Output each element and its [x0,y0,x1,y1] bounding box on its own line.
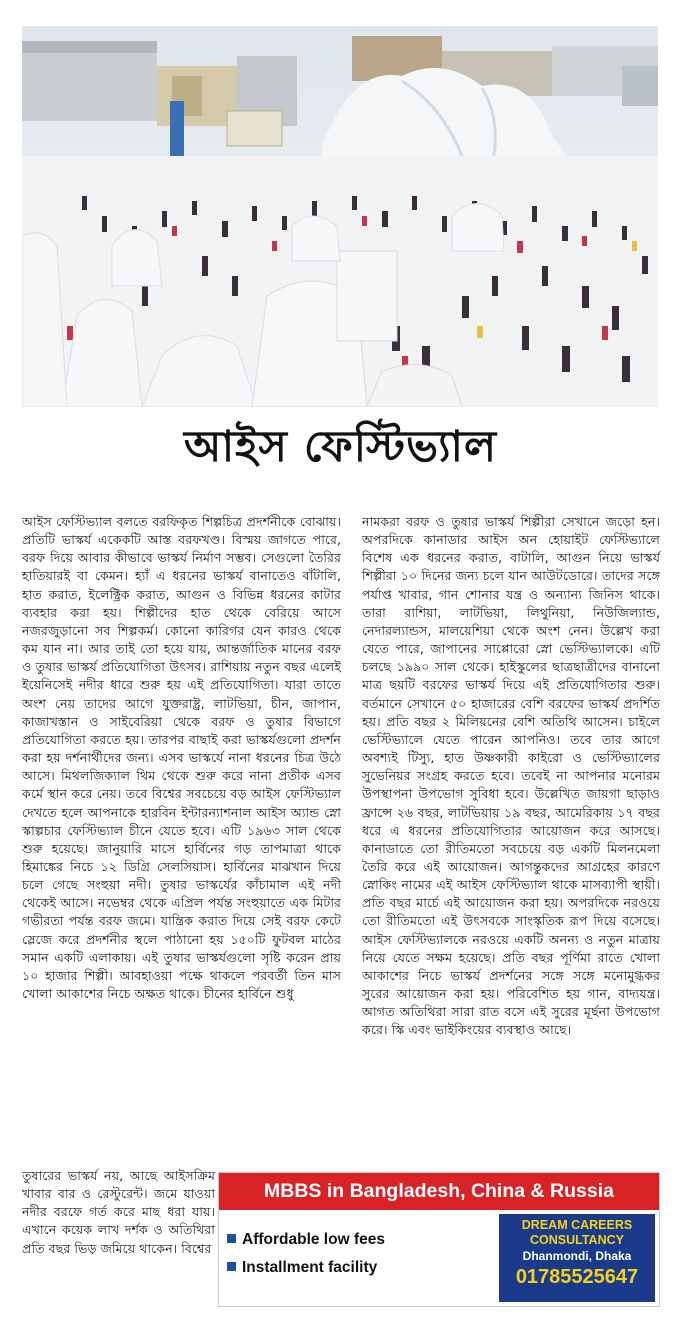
festival-photo [22,26,658,407]
ad-phone-number[interactable]: 01785525647 [515,1266,639,1288]
article-right-column [362,513,660,1040]
article-paragraph: আইস ফেস্টিভ্যাল বলতে বরফিকৃত শিল্পচিত্র প্রদর্শনীকে বোঝায়। প্রতিটি ভাস্কর্য একেকটি আস্ত বরফখণ্ড। বিস্ময় জাগতে পারে, বরফ দিয়ে আবার কীভাবে ভাস্কর্য নির্মাণ সম্ভব। সেগুলো তৈরির হাতিয়ারই বা কেমন। হ্যাঁ এ ধরনের ভাস্কর্য বানাতেও বাঁটালি, হাত করাত, ইলেক্ট্রিক করাত, আগুন ও বিভিন্ন ধরনের কাটার ব্যবহার করা হয়। শিল্পীদের হাত থেকে বেরিয়ে আসে নজরজুড়ানো সব শিল্পকর্ম। কোনো কারিগর যেন কারও থেকে কম যান না। আর তাই তো হয়ে যায়, আন্তর্জাতিক মানের বরফ ও তুষার ভাস্কর্য প্রতিযোগিতা উৎসব। রাশিয়ায় নতুন বছর এলেই ইয়েনিসেই নদীর ধারে শুরু হয় এই প্রতিযোগিতা। যারা তাতে অংশ নেয় তাদের আগে যুক্তরাষ্ট্র, লাটভিয়া, চীন, জাপান, কাজাখস্তান ও সাইবেরিয়া থেকে বরফ ও তুষার বিভাগে প্রতিযোগিতা করতে হয়। তারপর বাছাই করা ভাস্কর্যগুলো প্রদর্শন করা হয় দর্শনার্থীদের জন্য। এসব ভাস্কর্যে নানা ধরনের চিত্র উঠে আসে। মিথলজিক্যাল থিম থেকে শুরু করে নানা প্রতীক এসব কর্মে স্থান করে নেয়। তবে বিশ্বের সবচেয়ে বড় আইস ফেস্টিভ্যাল দেখতে হলে আপনাকে হারবিন ইন্টারন্যাশনাল আইস অ্যান্ড স্নো স্কাল্পচার ফেস্টিভ্যাল চীনে যেতে হবে। এটি ১৯৬৩ সাল থেকে শুরু হয়েছে। জানুয়ারি মাসে হার্বিনের গড় তাপমাত্রা থাকে হিমাঙ্কের নিচে ১২ ডিগ্রি সেলসিয়াস। হার্বিনের মাঝখান দিয়ে চলে গেছে সংহুয়া নদী। তুষার ভাস্কর্যের কাঁচামাল এই নদী থেকেই আসে। নভেম্বর থেকে এপ্রিল পর্যন্ত সংহুয়াতে এক মিটার গভীরতা পর্যন্ত বরফ জমে। যান্ত্রিক করাত দিয়ে সেই বরফ কেটে স্লেজে করে প্রদর্শনীর স্থলে পাঠানো হয় ১৫০টি ফুটবল মাঠের সমান একটি এলাকায়। এই তুষার ভাস্কর্যগুলো সৃষ্টি করেন প্রায় ১০ হাজার শিল্পী। আবহাওয়া পক্ষে থাকলে পরবর্তী তিন মাস খোলা আকাশের নিচে অক্ষত থাকে। চীনের হার্বিনে শুধু [22,514,341,1002]
ad-contact-box [499,1214,655,1302]
article-paragraph: তুষারের ভাস্কর্য নয়, আছে আইসক্রিম খাবার বার ও রেস্টুরেন্ট। জমে যাওয়া নদীর বরফে গর্ত করে মাছ ধরা যায়। এখানে কয়েক লাখ দর্শক ও অতিথিরা প্রতি বছর ভিড় জমিয়ে থাকেন। বিশ্বের [22,1168,215,1256]
ad-title: MBBS in Bangladesh, China & Russia [219,1173,659,1210]
ad-location: Dhanmondi, Dhaka [522,1249,632,1263]
ad-feature-item [227,1259,377,1277]
ad-feature-text: Installment facility [242,1259,378,1276]
article-headline: আইস ফেস্টিভ্যাল [183,422,498,472]
mbbs-advertisement[interactable] [218,1172,660,1307]
square-bullet-icon [227,1234,236,1243]
article-paragraph: নামকরা বরফ ও তুষার ভাস্কর্য শিল্পীরা সেখানে জড়ো হন। অপরদিকে কানাডার আইস অন হোয়াইট ফেস্টিভ্যালে বিশেষ এক ধরনের করাত, বাটালি, আগুন নিয়ে ভাস্কর্য শিল্পীরা ১০ দিনের জন্য চলে যান আউটডোরে। তাদের সঙ্গে পর্যাপ্ত খাবার, গান শোনার যন্ত্র ও অন্যান্য জিনিস থাকে। তারা রাশিয়া, লাটভিয়া, লিথুনিয়া, নিউজিল্যান্ড, নেদারল্যান্ডস, মালয়েশিয়া থেকে অংশ নেন। উল্লেখ করা যেতে পারে, জাপানের সাপ্পোরো স্নো ভেস্টিভ্যালকে। এটি চলছে ১৯৯০ সাল থেকে। হাইস্কুলের ছাত্রছাত্রীদের বানানো মাত্র ছয়টি বরফের ভাস্কর্য দিয়ে এই প্রতিযোগিতার শুরু। বর্তমানে সেখানে ৫০ হাজারের বেশি বরফের ভাস্কর্য প্রদর্শিত হয়। প্রতি বছর ২ মিলিয়নের বেশি অতিথি আসেন। চাইলে ভেস্টিভ্যালে যেতে পারেন আপনিও। তবে তার আগে অবশ্যই টিস্যু, হাত উষ্ণকারী কাইরো ও ভেস্টিভ্যালের সুভেনিয়র সংগ্রহ করতে হবে। তবেই না আপনার মনোরম উপস্থাপনা উপভোগ সুবিধা হবে। উল্লেখিত জায়গা ছাড়াও ফ্রান্সে ২৬ বছর, লাটভিয়ায় ১৯ বছর, আমেরিকায় ১৭ বছর ধরে এ ধরনের প্রতিযোগিতার আয়োজন করে আসছে। কানাডাতে তো রীতিমতো সবচেয়ে বড় একটি মিলনমেলা তৈরি করে এই আয়োজন। আগন্তুকদের আগ্রহের কারণে স্নোকিং নামের এই আইস ফেস্টিভ্যাল থাকে মাসব্যাপী স্থায়ী। প্রতি বছর মার্চে এই আয়োজন করা হয়। অপরদিকে নরওয়ে তো রীতিমতো এই উৎসবকে সাংস্কৃতিক রূপ দিয়ে বসেছে। আইস ফেস্টিভ্যালকে নরওয়ে একটি অনন্য ও নতুন মাত্রায় নিয়ে যেতে সক্ষম হয়েছে। প্রতি বছর পূর্ণিমা রাতে খোলা আকাশের নিচে ভাস্কর্য প্রদর্শনের সঙ্গে সঙ্গে মনোমুগ্ধকর সুরের আয়োজন করা হয়। পরিবেশিত হয় গান, বাদ্যযন্ত্র। আগত অতিথিরা সারা রাত বসে এই সুরের মূর্ছনা উপভোগ করে। স্কি এবং ভাইকিংয়ের ব্যবস্থাও আছে। [362,514,660,1038]
article-left-column [22,513,341,1003]
snow-sculpture-crowd-image [22,26,658,407]
ad-company-name: DREAM CAREERS [521,1218,633,1232]
ad-feature-text: Affordable low fees [242,1231,385,1248]
article-left-column-continued [22,1167,215,1258]
ad-feature-item [227,1231,385,1249]
ad-company-name-line2: CONSULTANCY [530,1233,624,1247]
square-bullet-icon [227,1262,236,1271]
